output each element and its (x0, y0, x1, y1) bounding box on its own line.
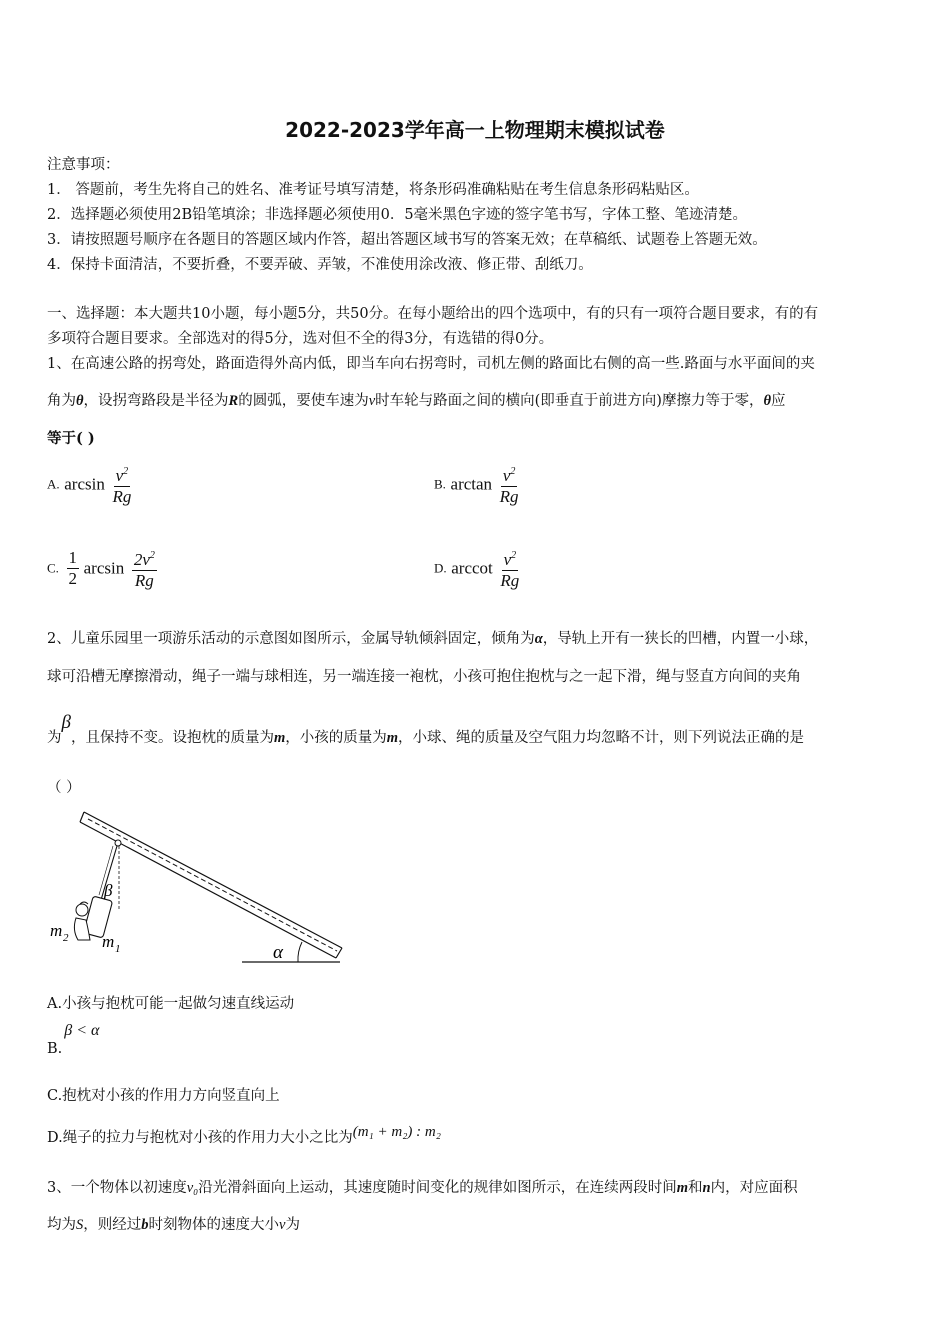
notice-heading: 注意事项： (47, 157, 120, 173)
q1-option-d[interactable]: D. arccot $\frac{v^2}{Rg}$ (434, 546, 519, 591)
q1-line3: 等于( ) (47, 430, 95, 447)
q3-line2: 均为S，则经过b时刻物体的速度大小v为 (47, 1217, 300, 1233)
q2-option-c[interactable]: C.抱枕对小孩的作用力方向竖直向上 (47, 1088, 280, 1104)
alpha-label: α (273, 942, 283, 963)
q2-line1: 2、儿童乐园里一项游乐活动的示意图如图所示，金属导轨倾斜固定，倾角为α，导轨上开有一狭长的凹槽，内置一小球， (47, 631, 819, 647)
page-title: 2022-2023学年高一上物理期末模拟试卷 (285, 118, 665, 142)
q2-line3: 为β，且保持不变。设抱枕的质量为m，小孩的质量为m，小球、绳的质量及空气阻力均忽略不计，则下列说法正确的是 (47, 712, 805, 746)
notice-item: 1． 答题前，考生先将自己的姓名、准考证号填写清楚，将条形码准确粘贴在考生信息条形码粘贴区。 (47, 182, 699, 198)
q1-line2: 角为θ，设拐弯路段是半径为R的圆弧，要使车速为v时车轮与路面之间的横向(即垂直于前进方向)摩擦力等于零，θ应 (47, 393, 786, 409)
q2-line4: （ ） (47, 780, 81, 796)
q2-option-b[interactable]: B.β < α (47, 1022, 100, 1057)
beta-label: β (104, 881, 113, 900)
q1-line1: 1、在高速公路的拐弯处，路面造得外高内低，即当车向右拐弯时，司机左侧的路面比右侧的高一些.路面与水平面间的夹 (47, 356, 815, 372)
m2-label: m (50, 921, 63, 940)
section-intro-line2: 多项符合题目要求。全部选对的得5分，选对但不全的得3分，有选错的得0分。 (47, 331, 554, 347)
q3-line1: 3、一个物体以初速度v₀沿光滑斜面向上运动，其速度随时间变化的规律如图所示，在连续两段时间m和n内，对应面积 (47, 1180, 798, 1196)
q1-option-a[interactable]: A. arcsin $\frac{v^2}{Rg}$ (47, 462, 131, 507)
q2-option-d[interactable]: D.绳子的拉力与抱枕对小孩的作用力大小之比为(m₁ + m₂) : m₂ (47, 1124, 441, 1146)
slope-figure (40, 800, 360, 975)
q2-option-a[interactable]: A.小孩与抱枕可能一起做匀速直线运动 (47, 996, 295, 1012)
notice-item: 4．保持卡面清洁，不要折叠，不要弄破、弄皱，不准使用涂改液、修正带、刮纸刀。 (47, 257, 593, 273)
notice-item: 2．选择题必须使用2B铅笔填涂；非选择题必须使用0．5毫米黑色字迹的签字笔书写，字体工整、笔迹清楚。 (47, 207, 748, 223)
svg-text:2: 2 (63, 932, 69, 944)
q2-line2: 球可沿槽无摩擦滑动，绳子一端与球相连，另一端连接一袍枕，小孩可抱住抱枕与之一起下滑，绳与竖直方向间的夹角 (47, 669, 801, 685)
svg-text:1: 1 (115, 943, 121, 955)
section-intro-line1: 一、选择题：本大题共10小题，每小题5分，共50分。在每小题给出的四个选项中，有的只有一项符合题目要求，有的有 (47, 306, 819, 322)
q1-option-c[interactable]: C. $\frac{1}{2}$ arcsin $\frac{2v^2}{Rg}$ (47, 548, 155, 590)
m1-label: m (102, 932, 115, 951)
notice-item: 3．请按照题号顺序在各题目的答题区域内作答，超出答题区域书写的答案无效；在草稿纸、试题卷上答题无效。 (47, 232, 767, 248)
q1-option-b[interactable]: B. arctan $\frac{v^2}{Rg}$ (434, 462, 519, 507)
